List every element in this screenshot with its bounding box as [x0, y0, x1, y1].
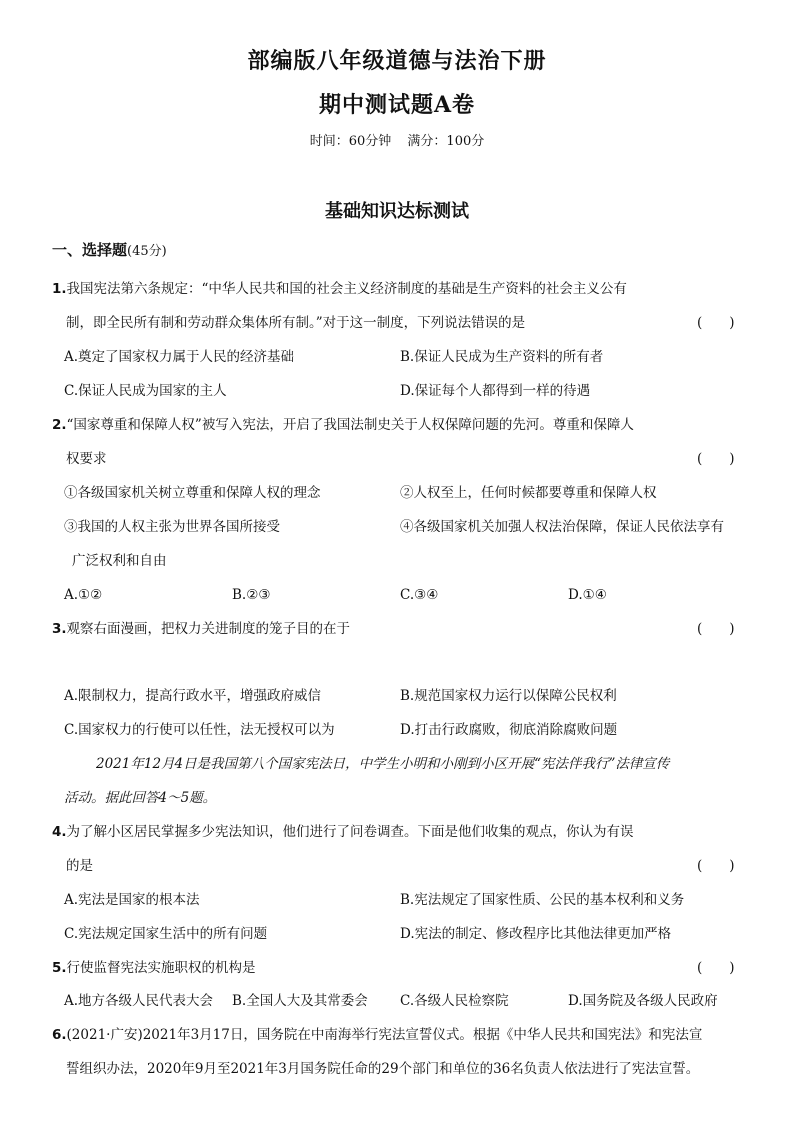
passage-line-2: 活动。据此回答4～5题。 [64, 790, 217, 806]
question-2-line-2: 权要求 [66, 451, 107, 467]
statement-1: ①各级国家机关树立尊重和保障人权的理念 [64, 485, 321, 501]
statement-4-cont: 广泛权利和自由 [72, 553, 167, 569]
question-6-line-2: 誓组织办法，2020年9月至2021年3月国务院任命的29个部门和单位的36名负责人依法进行了宪法宣誓。 [66, 1061, 700, 1077]
option-c[interactable]: C.保证人民成为国家的主人 [64, 383, 227, 399]
time-limit: 时间：60分钟 [309, 134, 392, 149]
option-d[interactable]: D.宪法的制定、修改程序比其他法律更加严格 [400, 926, 672, 942]
question-number: 5. [52, 960, 67, 976]
option-d[interactable]: D.保证每个人都得到一样的待遇 [400, 383, 591, 399]
option-c[interactable]: C.各级人民检察院 [400, 993, 509, 1009]
option-c[interactable]: C.国家权力的行使可以任性，法无授权可以为 [64, 722, 335, 738]
option-b[interactable]: B.宪法规定了国家性质、公民的基本权利和义务 [400, 892, 685, 908]
answer-bracket[interactable]: ( ) [697, 858, 735, 874]
option-b[interactable]: B.全国人大及其常委会 [232, 993, 368, 1009]
question-4-line-1 [52, 822, 634, 842]
option-c[interactable]: C.宪法规定国家生活中的所有问题 [64, 926, 268, 942]
question-number: 2. [52, 417, 67, 433]
answer-bracket[interactable]: ( ) [697, 960, 735, 976]
option-d[interactable]: D.打击行政腐败，彻底消除腐败问题 [400, 722, 618, 738]
question-number: 1. [52, 281, 67, 297]
answer-bracket[interactable]: ( ) [697, 451, 735, 467]
question-text: 观察右面漫画，把权力关进制度的笼子目的在于 [66, 621, 351, 637]
question-text: “国家尊重和保障人权”被写入宪法，开启了我国法制史关于人权保障问题的先河。尊重和保障人 [66, 417, 634, 433]
question-5-line-1 [52, 958, 256, 978]
option-b[interactable]: B.保证人民成为生产资料的所有者 [400, 349, 604, 365]
exam-subtitle: 期中测试题A卷 [318, 92, 476, 118]
question-1-line-2: 制，即全民所有制和劳动群众集体所有制。”对于这一制度，下列说法错误的是 [66, 315, 526, 331]
option-a[interactable]: A.限制权力，提高行政水平，增强政府威信 [64, 688, 322, 704]
part-score: (45分) [127, 244, 167, 259]
answer-bracket[interactable]: ( ) [697, 315, 735, 331]
option-a[interactable]: A.①② [64, 587, 103, 603]
question-3-line-1 [52, 619, 350, 639]
question-number: 4. [52, 824, 67, 840]
section-title: 基础知识达标测试 [325, 201, 469, 222]
question-text: 为了解小区居民掌握多少宪法知识，他们进行了问卷调查。下面是他们收集的观点，你认为有误 [66, 824, 634, 840]
question-6-line-1 [52, 1025, 702, 1045]
part-heading [52, 240, 167, 262]
option-a[interactable]: A.宪法是国家的根本法 [64, 892, 200, 908]
answer-bracket[interactable]: ( ) [697, 621, 735, 637]
statement-3: ③我国的人权主张为世界各国所接受 [64, 519, 280, 535]
part-label: 一、选择题 [52, 241, 128, 259]
question-1-line-1 [52, 279, 627, 299]
option-a[interactable]: A.奠定了国家权力属于人民的经济基础 [64, 349, 295, 365]
question-text: (2021·广安)2021年3月17日，国务院在中南海举行宪法宣誓仪式。根据《中华人民共和国宪法》和宪法宣 [66, 1027, 703, 1043]
option-d[interactable]: D.国务院及各级人民政府 [568, 993, 718, 1009]
option-b[interactable]: B.②③ [232, 587, 271, 603]
question-number: 6. [52, 1027, 67, 1043]
option-a[interactable]: A.地方各级人民代表大会 [64, 993, 214, 1009]
passage-line-1: 2021年12月4日是我国第八个国家宪法日，中学生小明和小刚到小区开展“宪法伴我行”法律宣传 [96, 756, 670, 772]
question-text: 行使监督宪法实施职权的机构是 [66, 960, 256, 976]
question-2-line-1 [52, 415, 634, 435]
option-c[interactable]: C.③④ [400, 587, 439, 603]
option-b[interactable]: B.规范国家权力运行以保障公民权利 [400, 688, 617, 704]
full-score: 满分：100分 [407, 134, 485, 149]
question-number: 3. [52, 621, 67, 637]
exam-meta [0, 130, 794, 149]
option-d[interactable]: D.①④ [568, 587, 607, 603]
statement-2: ②人权至上，任何时候都要尊重和保障人权 [400, 485, 657, 501]
statement-4: ④各级国家机关加强人权法治保障，保证人民依法享有 [400, 519, 724, 535]
question-text: 我国宪法第六条规定：“中华人民共和国的社会主义经济制度的基础是生产资料的社会主义公有 [66, 281, 627, 297]
question-4-line-2: 的是 [66, 858, 93, 874]
exam-title: 部编版八年级道德与法治下册 [247, 48, 547, 74]
